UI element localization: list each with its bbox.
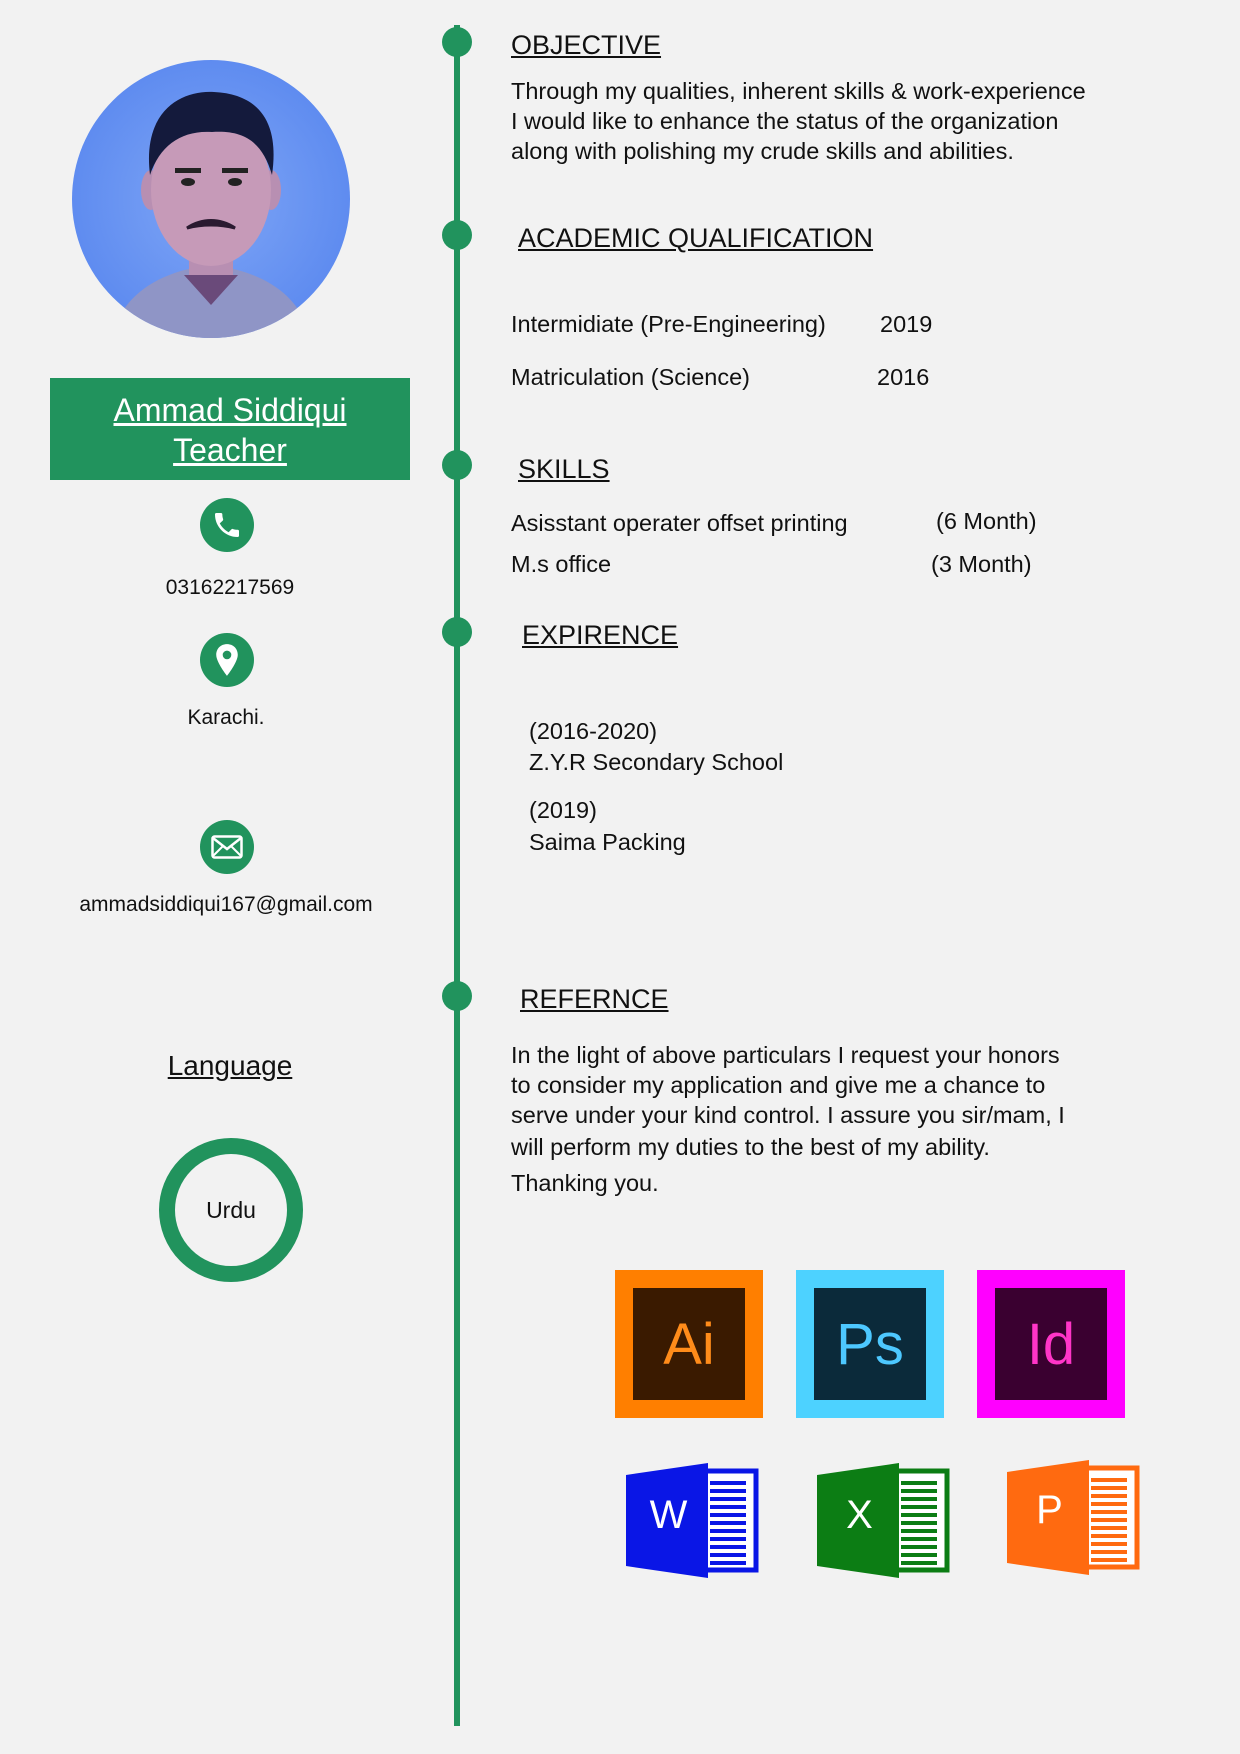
timeline-dot: [442, 617, 472, 647]
experience-period: (2016-2020): [529, 718, 658, 744]
name-banner: [50, 378, 410, 480]
powerpoint-label: P: [1036, 1488, 1063, 1532]
skill-name: Asisstant operater offset printing: [511, 510, 848, 536]
reference-line: to consider my application and give me a chance to: [511, 1072, 1046, 1098]
email-address: ammadsiddiqui167@gmail.com: [79, 893, 373, 916]
location-pin-icon: [200, 633, 254, 687]
photoshop-label: Ps: [814, 1288, 926, 1400]
location-text: Karachi.: [187, 706, 265, 729]
academic-year: 2016: [877, 364, 930, 390]
profile-photo: [72, 60, 350, 338]
timeline-dot: [442, 450, 472, 480]
objective-line: Through my qualities, inherent skills & work-experience: [511, 78, 1086, 104]
reference-heading: REFERNCE: [520, 984, 669, 1014]
excel-label: X: [846, 1493, 873, 1537]
experience-heading: EXPIRENCE: [522, 620, 679, 650]
indesign-icon: [977, 1270, 1125, 1418]
objective-line: along with polishing my crude skills and abilities.: [511, 138, 1014, 164]
academic-name: Matriculation (Science): [511, 364, 751, 390]
timeline-line: [454, 25, 460, 1726]
timeline-dot: [442, 27, 472, 57]
language-item: Urdu: [206, 1196, 256, 1223]
phone-icon: [200, 498, 254, 552]
experience-place: Z.Y.R Secondary School: [529, 749, 784, 775]
reference-line: serve under your kind control. I assure you sir/mam, I: [511, 1102, 1065, 1128]
photoshop-icon: [796, 1270, 944, 1418]
language-ring: [159, 1138, 303, 1282]
skill-duration: (6 Month): [936, 508, 1037, 534]
illustrator-icon: [615, 1270, 763, 1418]
person-name: Ammad Siddiqui: [113, 392, 347, 428]
indesign-label: Id: [995, 1288, 1107, 1400]
skill-name: M.s office: [511, 551, 612, 577]
experience-place: Saima Packing: [529, 829, 686, 855]
illustrator-label: Ai: [633, 1288, 745, 1400]
word-label: W: [649, 1493, 688, 1537]
timeline-dot: [442, 981, 472, 1011]
person-title: Teacher: [173, 432, 287, 468]
skills-heading: SKILLS: [518, 454, 610, 484]
academic-year: 2019: [880, 311, 933, 337]
timeline-dot: [442, 220, 472, 250]
academic-name: Intermidiate (Pre-Engineering): [511, 311, 826, 337]
phone-number: 03162217569: [165, 576, 295, 599]
experience-period: (2019): [529, 797, 597, 823]
objective-text: [511, 76, 1086, 166]
powerpoint-icon: [1007, 1460, 1140, 1575]
skill-duration: (3 Month): [931, 551, 1032, 577]
envelope-icon: [200, 820, 254, 874]
language-heading: Language: [167, 1050, 293, 1081]
reference-line: will perform my duties to the best of my ability.: [511, 1134, 990, 1160]
excel-icon: [817, 1463, 950, 1578]
word-icon: [626, 1463, 759, 1578]
reference-line: In the light of above particulars I request your honors: [511, 1042, 1060, 1068]
reference-text: [511, 1040, 1065, 1198]
academic-heading: ACADEMIC QUALIFICATION: [518, 223, 874, 253]
objective-heading: OBJECTIVE: [511, 30, 662, 60]
objective-line: I would like to enhance the status of the organization: [511, 108, 1059, 134]
reference-line: Thanking you.: [511, 1170, 659, 1196]
